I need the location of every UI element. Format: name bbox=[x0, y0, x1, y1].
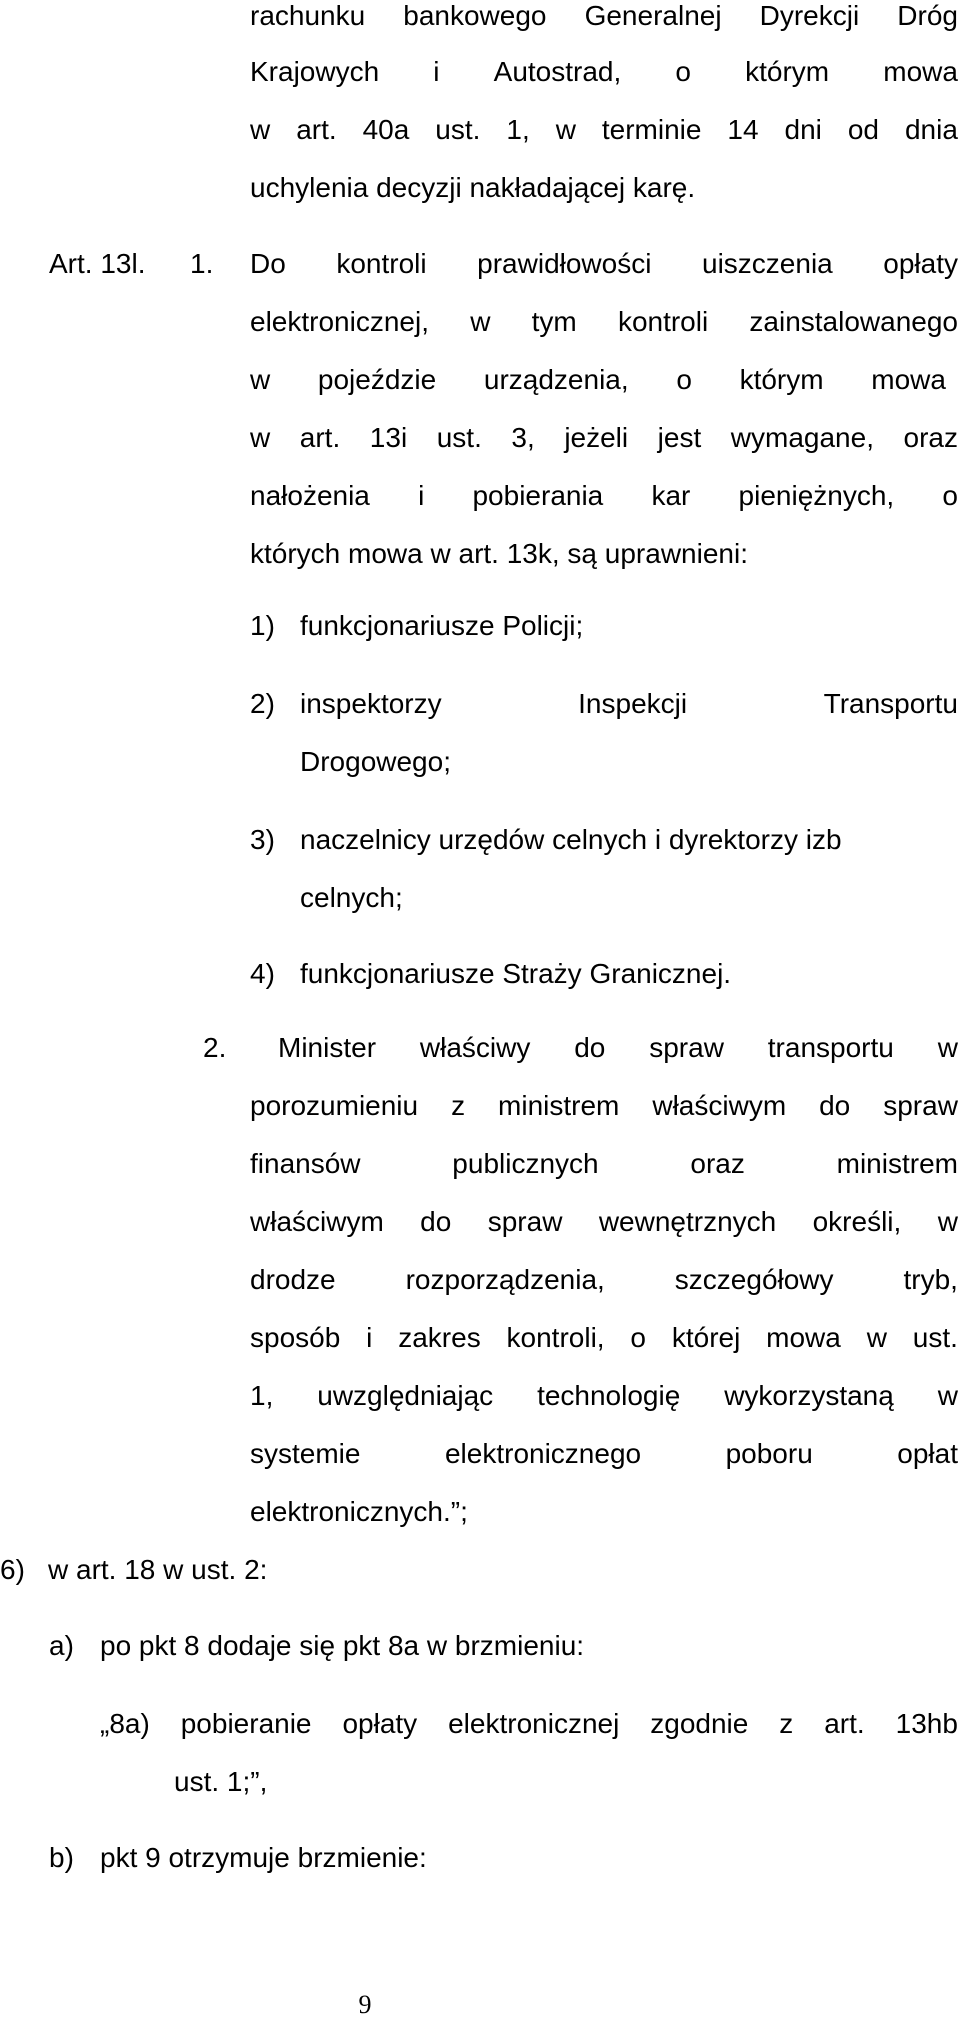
word: ust. bbox=[435, 114, 481, 145]
ust2-line-1 bbox=[278, 1034, 958, 1062]
word: 3, bbox=[511, 422, 535, 453]
point-3-text-line-1: naczelnicy urzędów celnych i dyrektorzy izb bbox=[300, 824, 842, 855]
word: pieniężnych, bbox=[738, 480, 895, 511]
point-4-number: 4) bbox=[250, 958, 275, 989]
word: kontroli, bbox=[506, 1322, 605, 1353]
point-4-text: funkcjonariusze Straży Granicznej. bbox=[300, 958, 732, 989]
ust2-line-8 bbox=[250, 1440, 958, 1468]
word: elektronicznej, bbox=[250, 306, 429, 337]
ust1-line-6: których mowa w art. 13k, są uprawnieni: bbox=[250, 538, 748, 569]
word: 13i bbox=[369, 422, 408, 453]
word: rachunku bbox=[250, 0, 366, 31]
ust2-line-6 bbox=[250, 1324, 958, 1352]
word: 13hb bbox=[895, 1708, 958, 1739]
ust2-line-9: elektronicznych.”; bbox=[250, 1496, 468, 1527]
word: wykorzystaną bbox=[724, 1380, 894, 1411]
word: określi, bbox=[812, 1206, 902, 1237]
word: spraw bbox=[649, 1032, 724, 1063]
ust1-line-2 bbox=[250, 308, 958, 336]
ust1-line-1 bbox=[250, 250, 958, 278]
page-number: 9 bbox=[358, 1990, 372, 2019]
word: 40a bbox=[362, 114, 410, 145]
point-1-text: funkcjonariusze Policji; bbox=[300, 610, 584, 641]
word: i bbox=[366, 1322, 373, 1353]
word: w bbox=[937, 1032, 958, 1063]
ust2-line-2 bbox=[250, 1092, 958, 1120]
word: 1, bbox=[250, 1380, 274, 1411]
article-label: Art. 13l. bbox=[49, 248, 146, 279]
ust1-number: 1. bbox=[190, 248, 214, 279]
word: właściwy bbox=[419, 1032, 531, 1063]
point-1-number: 1) bbox=[250, 610, 275, 641]
word: pobierania bbox=[472, 480, 604, 511]
word: dnia bbox=[904, 114, 958, 145]
word: terminie bbox=[601, 114, 702, 145]
word: i bbox=[433, 56, 440, 87]
word: szczegółowy bbox=[674, 1264, 834, 1295]
word: w bbox=[866, 1322, 887, 1353]
ust1-line-4 bbox=[250, 424, 958, 452]
word: Inspekcji bbox=[578, 688, 688, 719]
quote-line-2: ust. 1;”, bbox=[174, 1766, 268, 1797]
word: mowa bbox=[883, 56, 958, 87]
point-3-text-line-2: celnych; bbox=[300, 882, 403, 913]
word: Do bbox=[250, 248, 286, 279]
word: art. bbox=[824, 1708, 865, 1739]
word: finansów bbox=[250, 1148, 361, 1179]
word: o bbox=[675, 56, 691, 87]
word: Minister bbox=[278, 1032, 377, 1063]
word: zainstalowanego bbox=[749, 306, 958, 337]
point-2-number: 2) bbox=[250, 688, 275, 719]
word: zgodnie bbox=[650, 1708, 749, 1739]
word: mowa bbox=[766, 1322, 841, 1353]
word: i bbox=[418, 480, 425, 511]
word: art. bbox=[299, 422, 341, 453]
word: o bbox=[942, 480, 958, 511]
word: w bbox=[250, 422, 271, 453]
word: wewnętrznych bbox=[598, 1206, 777, 1237]
word: uiszczenia bbox=[702, 248, 833, 279]
word: w bbox=[555, 114, 576, 145]
word: elektronicznej bbox=[448, 1708, 620, 1739]
word: 14 bbox=[727, 114, 759, 145]
point-3-number: 3) bbox=[250, 824, 275, 855]
word: ust. bbox=[912, 1322, 958, 1353]
top-paragraph-line-3 bbox=[250, 116, 958, 144]
word: opłaty bbox=[342, 1708, 418, 1739]
ust1-line-3 bbox=[250, 366, 946, 394]
word: jeżeli bbox=[564, 422, 629, 453]
word: właściwym bbox=[652, 1090, 787, 1121]
word: w bbox=[250, 114, 271, 145]
quote-line-1 bbox=[100, 1710, 958, 1738]
word: w bbox=[470, 306, 491, 337]
word: 1, bbox=[506, 114, 530, 145]
word: publicznych bbox=[452, 1148, 599, 1179]
word: nałożenia bbox=[250, 480, 370, 511]
item-6-text: w art. 18 w ust. 2: bbox=[48, 1554, 268, 1585]
word: jest bbox=[657, 422, 702, 453]
ust2-line-7 bbox=[250, 1382, 958, 1410]
word: prawidłowości bbox=[477, 248, 652, 279]
word: do bbox=[420, 1206, 452, 1237]
top-paragraph-line-1 bbox=[250, 2, 958, 30]
word: Transportu bbox=[823, 688, 958, 719]
word: technologię bbox=[537, 1380, 681, 1411]
word: pojeździe bbox=[317, 364, 437, 395]
word: oraz bbox=[903, 422, 958, 453]
word: Krajowych bbox=[250, 56, 380, 87]
word: opłaty bbox=[883, 248, 958, 279]
word: inspektorzy bbox=[300, 688, 442, 719]
word: o bbox=[676, 364, 692, 395]
top-paragraph-line-4: uchylenia decyzji nakładającej karę. bbox=[250, 172, 696, 203]
word: o bbox=[630, 1322, 646, 1353]
ust2-line-4 bbox=[250, 1208, 958, 1236]
item-6a-letter: a) bbox=[49, 1630, 74, 1661]
word: transportu bbox=[767, 1032, 894, 1063]
word: dni bbox=[784, 114, 822, 145]
word: z bbox=[779, 1708, 794, 1739]
word: art. bbox=[296, 114, 337, 145]
word: poboru bbox=[725, 1438, 813, 1469]
word: pobieranie bbox=[180, 1708, 312, 1739]
word: bankowego bbox=[403, 0, 547, 31]
word: rozporządzenia, bbox=[405, 1264, 605, 1295]
word: do bbox=[574, 1032, 606, 1063]
word: w bbox=[250, 364, 271, 395]
word: której bbox=[671, 1322, 741, 1353]
point-2-text-line-2: Drogowego; bbox=[300, 746, 451, 777]
word: „8a) bbox=[100, 1708, 150, 1739]
word: kar bbox=[651, 480, 691, 511]
item-6-number: 6) bbox=[0, 1554, 25, 1585]
word: oraz bbox=[690, 1148, 745, 1179]
word: w bbox=[937, 1206, 958, 1237]
word: Autostrad, bbox=[493, 56, 622, 87]
word: sposób bbox=[250, 1322, 341, 1353]
item-6b-letter: b) bbox=[49, 1842, 74, 1873]
word: od bbox=[847, 114, 880, 145]
word: w bbox=[937, 1380, 958, 1411]
word: właściwym bbox=[250, 1206, 384, 1237]
word: opłat bbox=[897, 1438, 958, 1469]
word: elektronicznego bbox=[444, 1438, 642, 1469]
word: kontroli bbox=[336, 248, 427, 279]
ust2-number: 2. bbox=[203, 1032, 227, 1063]
word: tym bbox=[531, 306, 577, 337]
word: Generalnej bbox=[584, 0, 722, 31]
top-paragraph-line-2 bbox=[250, 58, 958, 86]
item-6b-text: pkt 9 otrzymuje brzmienie: bbox=[100, 1842, 427, 1873]
word: z bbox=[451, 1090, 466, 1121]
word: którym bbox=[745, 56, 830, 87]
word: mowa bbox=[871, 364, 946, 395]
word: ministrem bbox=[498, 1090, 620, 1121]
word: ust. bbox=[436, 422, 482, 453]
word: którym bbox=[739, 364, 824, 395]
word: zakres bbox=[398, 1322, 481, 1353]
word: spraw bbox=[487, 1206, 563, 1237]
word: urządzenia, bbox=[483, 364, 629, 395]
word: Dróg bbox=[897, 0, 958, 31]
ust2-line-5 bbox=[250, 1266, 958, 1294]
word: ministrem bbox=[836, 1148, 958, 1179]
word: wymagane, bbox=[730, 422, 874, 453]
word: Dyrekcji bbox=[759, 0, 860, 31]
word: tryb, bbox=[903, 1264, 958, 1295]
word: uwzględniając bbox=[317, 1380, 494, 1411]
word: kontroli bbox=[617, 306, 709, 337]
word: do bbox=[819, 1090, 851, 1121]
word: spraw bbox=[883, 1090, 958, 1121]
point-2-text-line-1 bbox=[300, 690, 958, 718]
ust1-line-5 bbox=[250, 482, 958, 510]
word: systemie bbox=[250, 1438, 361, 1469]
word: porozumieniu bbox=[250, 1090, 419, 1121]
item-6a-text: po pkt 8 dodaje się pkt 8a w brzmieniu: bbox=[100, 1630, 585, 1661]
word: drodze bbox=[250, 1264, 336, 1295]
ust2-line-3 bbox=[250, 1150, 958, 1178]
